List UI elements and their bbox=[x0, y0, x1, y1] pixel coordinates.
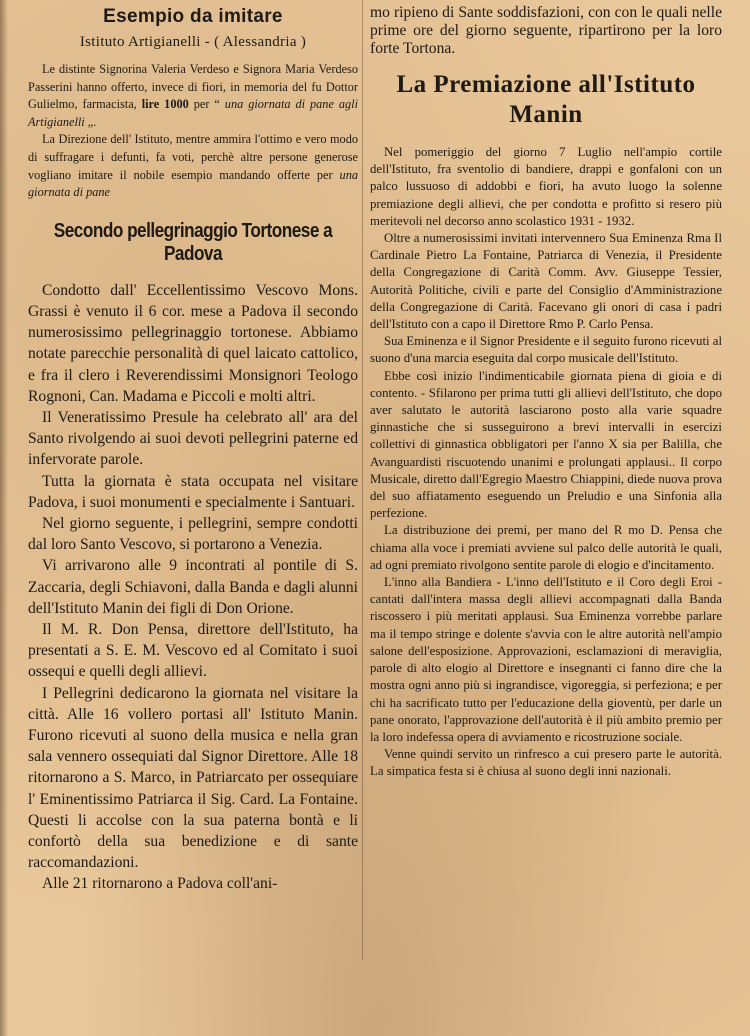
paragraph: Nel giorno seguente, i pellegrini, sempre condotti dal loro Santo Vescovo, si portarono a Venezia. bbox=[28, 514, 358, 554]
paragraph: Il M. R. Don Pensa, direttore dell'Istituto, ha presentati a S. E. M. Vescovo ed al Comitato i suoi ossequi e quelli degli allievi. bbox=[28, 621, 358, 681]
paragraph: L'inno alla Bandiera - L'inno dell'Istituto e il Coro degli Eroi - cantati dall'intera massa degli allievi accompagnati dalla Banda riscossero i più meritati applausi. Sua Eminenza vorrebbe parlare ma il tempo stringe e dolente s'avvia con le altre autorità nell'ampio salone dell'esposizione. Approvazioni, esclamazioni di meraviglia, parole di alto elogio al Direttore e insegnanti ci fanno dire che la mostra ogni anno più si ingrandisce, vigoreggia, si perfeziona; e per chi ha sacrificato tutto per l'educazione della gioventù, per darle un pane onorato, l'approvazione dell'autorità è il più ambito premio per la loro indefessa opera di avviamento e ricostruzione sociale. bbox=[370, 575, 722, 744]
right-column bbox=[370, 0, 722, 781]
article-title-premiazione: La Premiazione all'Istituto Manin bbox=[396, 71, 696, 128]
page-edge-shadow bbox=[0, 0, 8, 1036]
article-body-pellegrinaggio bbox=[28, 280, 358, 895]
paragraph: Tutta la giornata è stata occupata nel visitare Padova, i suoi monumenti e specialmente i Santuari. bbox=[28, 472, 358, 511]
paragraph: Vi arrivarono alle 9 incontrati al pontile di S. Zaccaria, degli Schiavoni, dalla Banda e dagli alunni dell'Istituto Manin dei figli di Don Orione. bbox=[28, 557, 358, 617]
left-column bbox=[28, 0, 358, 895]
article-title-esempio: Esempio da imitare bbox=[103, 6, 283, 27]
paragraph: Venne quindi servito un rinfresco a cui presero parte le autorità. La simpatica festa si è chiusa al suono degli inni nazionali. bbox=[370, 747, 722, 779]
paragraph: La Direzione dell' Istituto, mentre ammira l'ottimo e vero modo di suffragare i defunti, fa voti, perchè altre persone generose vogliano imitare il nobile esempio mandando offerte per una giornata di pane bbox=[28, 132, 358, 200]
paragraph: Nel pomeriggio del giorno 7 Luglio nell'ampio cortile dell'Istituto, fra sventolio di bandiere, drappi e gonfaloni con un palco lussuoso di addobbi e fiori, ha avuto luogo la solenne premiazione degli allievi, che per condotta e profitto si resero più meritevoli nel decorso anno scolastico 1931 - 1932. bbox=[370, 145, 722, 228]
paragraph: La distribuzione dei premi, per mano del R mo D. Pensa che chiama alla voce i premiati avviene sul palco delle autorità le quali, ad ogni premiato rivolgono sentite parole di elogio e d'incitamento. bbox=[370, 523, 722, 572]
continued-text: mo ripieno di Sante soddisfazioni, con con le quali nelle prime ore del giorno seguente, ripartirono per la loro forte Tortona. bbox=[370, 4, 722, 57]
paragraph: Ebbe così inizio l'indimenticabile giornata piena di gioia e di contento. - Sfilarono per prima tutti gli allievi dell'Istituto, che dopo aver salutato le autorità lasciarono posto alla varie squadre ginnastiche che si susseguirono a brevi intervalli in esercizi collettivi di ginnastica obbligatori per l'anno X sia per Balilla, che Avanguardisti riscuotendo unanimi e prolungati applausi.. Il corpo Musicale, diretto dall'Egregio Maestro Chiappini, diede nuova prova del suo affiatamento eseguendo un Preludio e una Sinfonia alla perfezione. bbox=[370, 368, 722, 521]
amount-bold: lire 1000 bbox=[141, 97, 189, 112]
article-body-esempio bbox=[28, 61, 358, 202]
quote-italic: una giornata di pane agli Artigianelli bbox=[28, 97, 358, 129]
quote-italic: una giornata di pane bbox=[28, 167, 358, 200]
paragraph: Oltre a numerosissimi invitati intervennero Sua Eminenza Rma Il Cardinale Pietro La Fontaine, Patriarca di Venezia, il Presidente della Congregazione di Carità Comm. Avv. Giuseppe Tessier, Autorità Politiche, civili e parte del Consiglio d'Amministrazione della Congregazione di Carità. Facevano gli onori di casa i padri dell'Istituto con a capo il Direttore Rmo P. Carlo Pensa. bbox=[370, 231, 722, 332]
paragraph: Il Veneratissimo Presule ha celebrato all' ara del Santo rivolgendo ai suoi devoti pellegrini paterne ed infervorate parole. bbox=[28, 408, 358, 469]
paragraph: I Pellegrini dedicarono la giornata nel visitare la città. Alle 16 vollero portasi all' Istituto Manin. Furono ricevuti al suono della musica e nella gran sala vennero ossequiati dal Signor Direttore. Alle 18 ritornarono a S. Marco, in Patriarcato per ossequiare l' Eminentissimo Patriarca il Sig. Card. La Fontaine. Questi li accolse con la sua paterna bontà e li confortò della sua benedizione e di sante raccomandazioni. bbox=[28, 684, 358, 872]
column-divider bbox=[362, 0, 363, 960]
paragraph: Le distinte Signorina Valeria Verdeso e Signora Maria Verdeso Passerini hanno offerto, invece di fiori, in memoria del fu Dottor Gulielmo, farmacista, lire 1000 per “ una giornata di pane agli Artigianelli „. bbox=[28, 62, 358, 129]
paragraph: Sua Eminenza e il Signor Presidente e il seguito furono ricevuti al suono d'una marcia eseguita dal corpo musicale dell'Istituto. bbox=[370, 334, 722, 366]
article-title-pellegrinaggio: Secondo pellegrinaggio Tortonese a Padova bbox=[53, 219, 333, 265]
article-subtitle-istituto: Istituto Artigianelli - ( Alessandria ) bbox=[79, 34, 307, 50]
article-body-premiazione bbox=[370, 144, 722, 781]
paragraph: Condotto dall' Eccellentissimo Vescovo Mons. Grassi è venuto il 6 cor. mese a Padova il secondo numerosissimo pellegrinaggio tortonese. Abbiamo notate parecchie personalità di quel laicato cattolico, e fra il clero i Reverendissimi Monsignori Teologo Rognoni, Can. Madama e Piccoli e molti altri. bbox=[28, 281, 358, 405]
paragraph: Alle 21 ritornarono a Padova coll'ani- bbox=[42, 875, 278, 893]
